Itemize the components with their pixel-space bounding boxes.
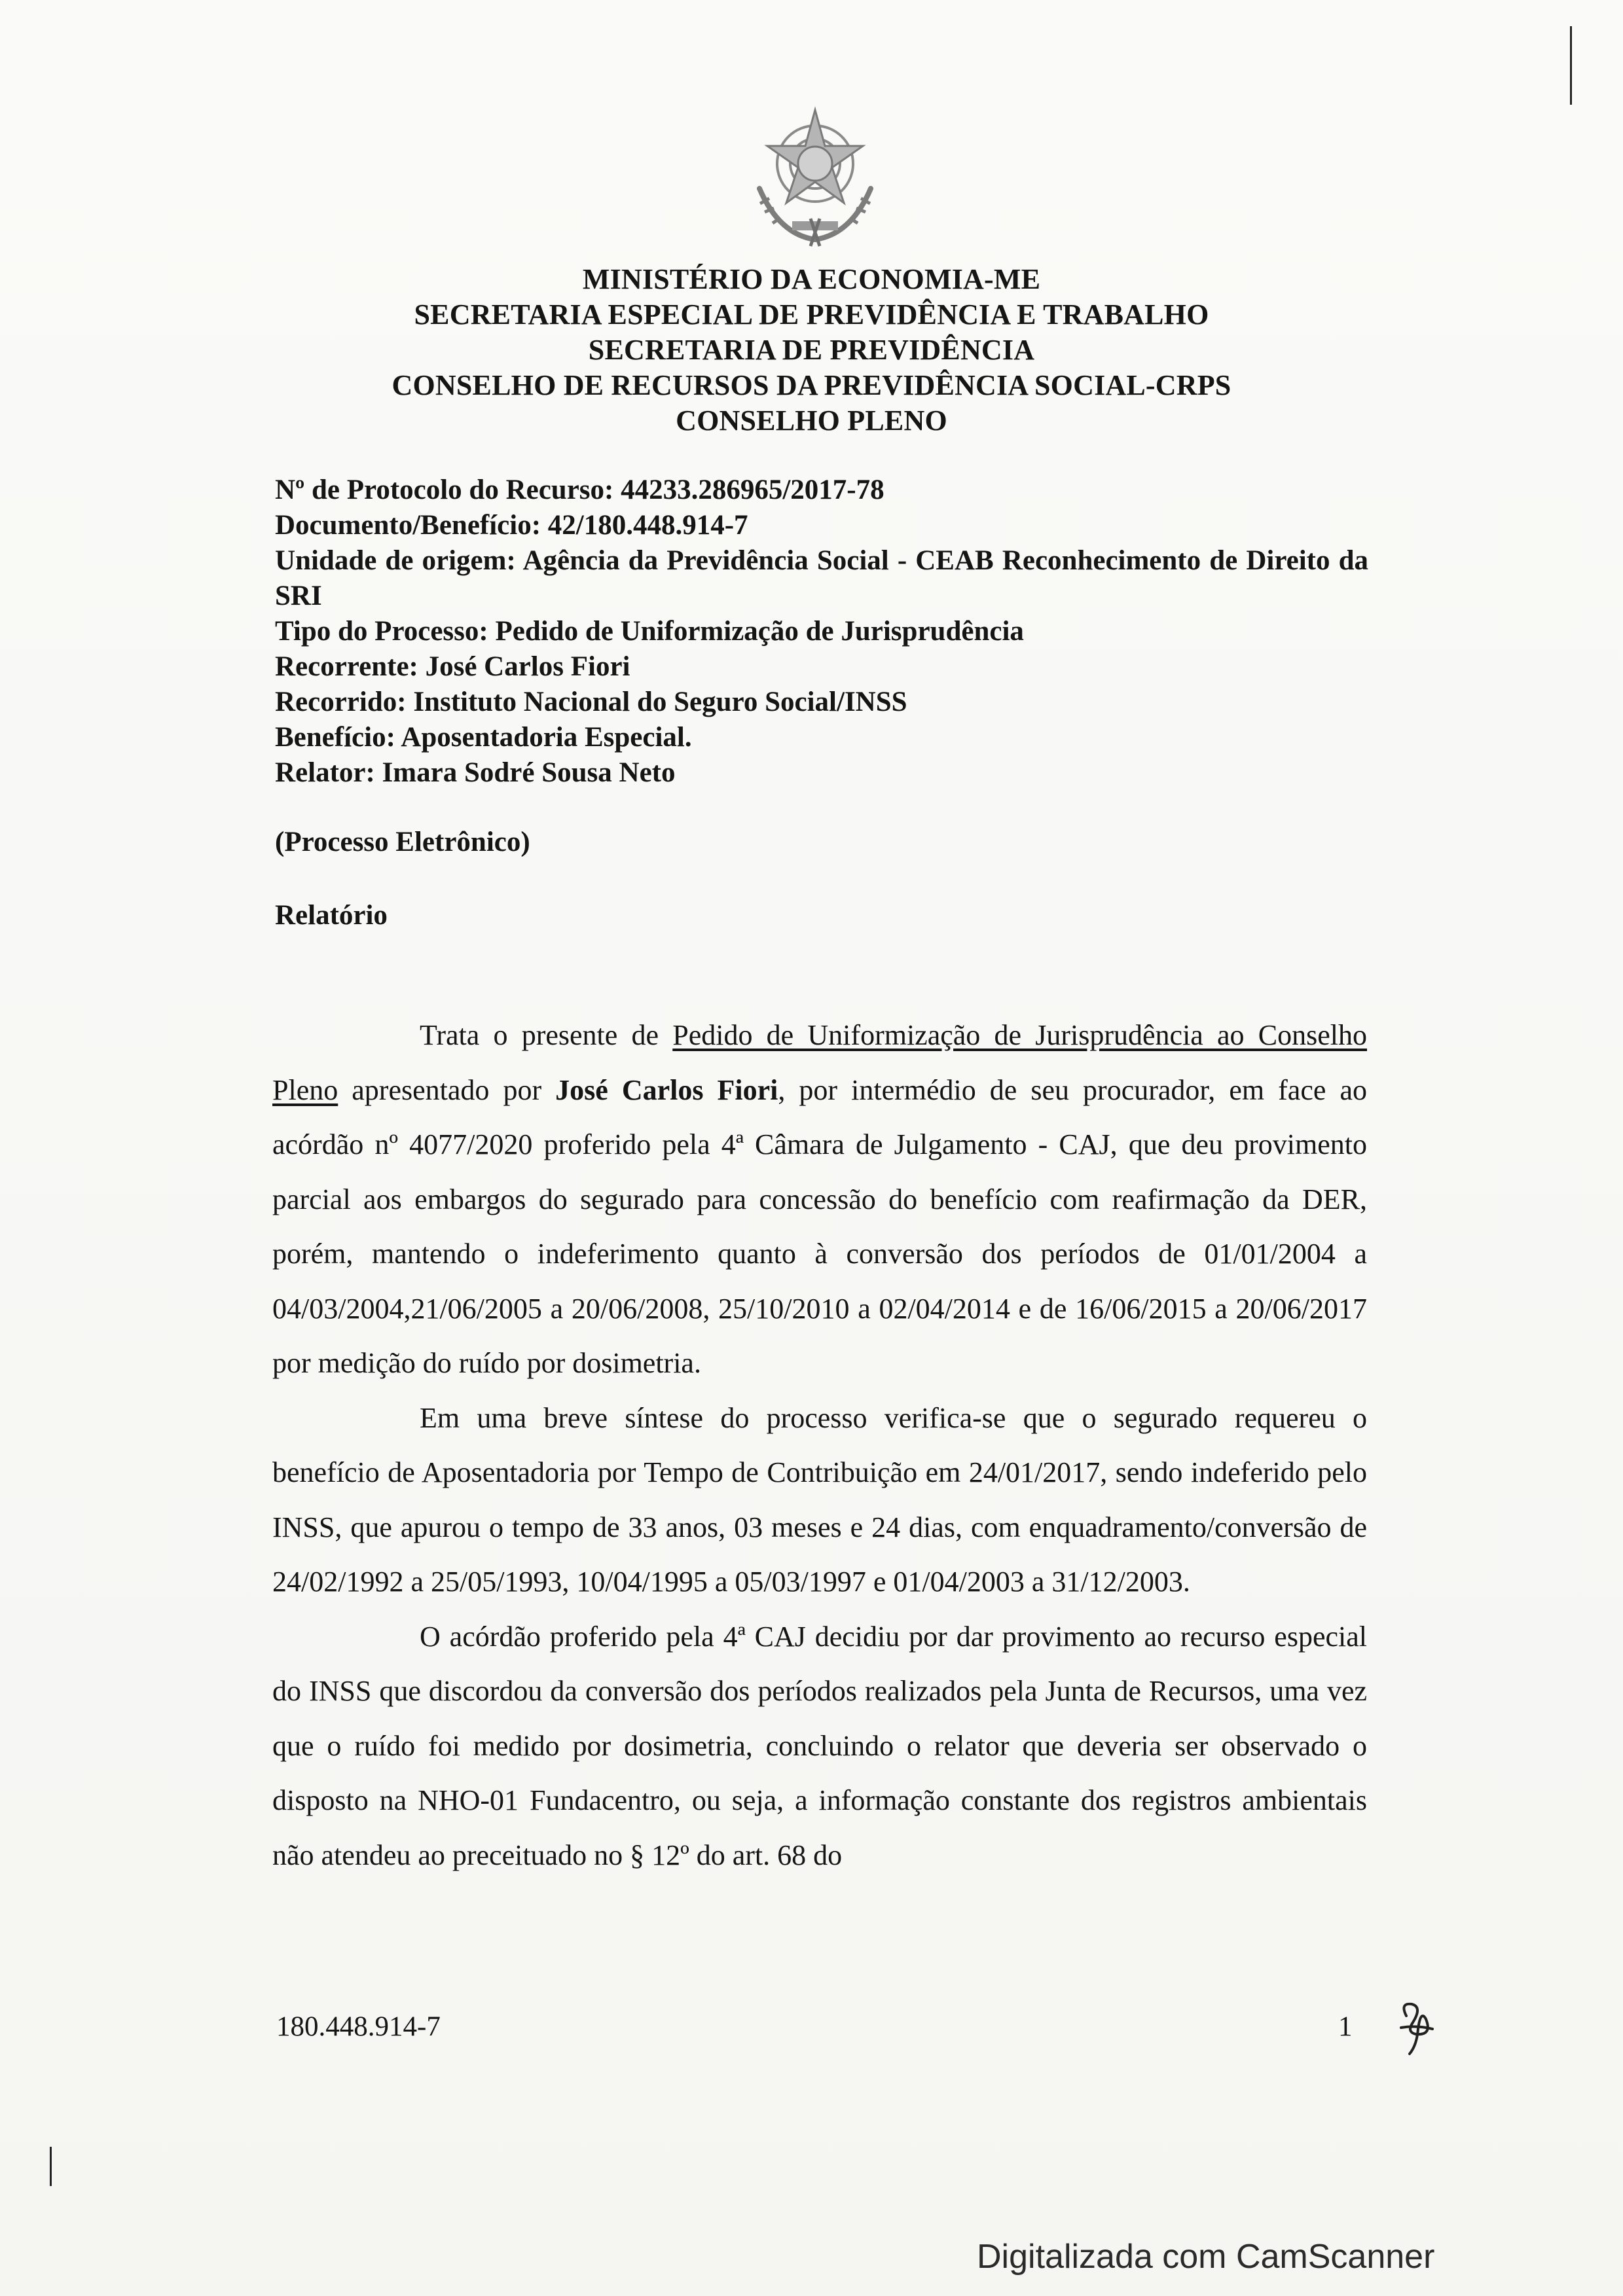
report-body [272,1008,1367,1882]
appellant-name: José Carlos Fiori [555,1073,778,1106]
meta-process-type: Tipo do Processo: Pedido de Uniformização de Jurisprudência [275,616,1024,647]
section-title: Relatório [275,900,388,931]
meta-rapporteur: Relator: Imara Sodré Sousa Neto [275,757,676,788]
handwritten-initials-icon [1387,1996,1446,2062]
meta-appellee: Recorrido: Instituto Nacional do Seguro Social/INSS [275,687,907,717]
coat-of-arms-icon [733,90,897,254]
meta-document: Documento/Benefício: 42/180.448.914-7 [275,510,748,541]
meta-origin-unit: Unidade de origem: Agência da Previdência Social - CEAB Reconhecimento de Direito da SRI [275,545,1368,611]
paragraph-1-mid: apresentado por [338,1073,556,1106]
electronic-process-label: (Processo Eletrônico) [275,827,530,857]
scan-edge-right [1570,26,1572,105]
meta-protocol: Nº de Protocolo do Recurso: 44233.286965/2017-78 [275,475,884,505]
meta-benefit: Benefício: Aposentadoria Especial. [275,722,692,753]
footer-document-number: 180.448.914-7 [276,2011,441,2042]
header-ministry: MINISTÉRIO DA ECONOMIA-ME [582,263,1041,295]
paragraph-2: Em uma breve síntese do processo verifica-se que o segurado requereu o benefício de Aposentadoria por Tempo de Contribuição em 24/01/2017, sendo indeferido pelo INSS, que apurou o tempo de 33 anos, 03 meses e 24 dias, com enquadramento/conversão de 24/02/1992 a 25/05/1993, 10/04/1995 a 05/03/1997 e 01/04/2003 a 31/12/2003. [272,1401,1367,1598]
paragraph-1-rest: , por intermédio de seu procurador, em face ao acórdão nº 4077/2020 proferido pela 4ª Câmara de Julgamento - CAJ, que deu provimento parcial aos embargos do segurado para concessão do benefício com reafirmação da DER, porém, mantendo o indeferimento quanto à conversão dos períodos de 01/01/2004 a 04/03/2004,21/06/2005 a 20/06/2008, 25/10/2010 a 02/04/2014 e de 16/06/2015 a 20/06/2017 por medição do ruído por dosimetria. [272,1073,1367,1379]
meta-appellant: Recorrente: José Carlos Fiori [275,651,630,682]
header-secretariat: SECRETARIA DE PREVIDÊNCIA [588,334,1035,366]
case-metadata [275,473,1368,791]
header-special-secretariat: SECRETARIA ESPECIAL DE PREVIDÊNCIA E TRABALHO [414,298,1209,331]
scan-edge-left [50,2147,52,2186]
paragraph-1-underlined: Pedido de Uniformização de Jurisprudência ao Conselho Pleno [272,1019,1367,1106]
paragraph-1 [272,1008,1367,1391]
footer-page-number: 1 [1338,2011,1353,2042]
document-header [0,262,1623,439]
header-council: CONSELHO DE RECURSOS DA PREVIDÊNCIA SOCIAL-CRPS [392,369,1231,401]
scanner-watermark: Digitalizada com CamScanner [977,2238,1435,2276]
paragraph-1-intro: Trata o presente de [420,1019,673,1051]
header-plenary: CONSELHO PLENO [676,404,947,437]
paragraph-3: O acórdão proferido pela 4ª CAJ decidiu por dar provimento ao recurso especial do INSS que discordou da conversão dos períodos realizados pela Junta de Recursos, uma vez que o ruído foi medido por dosimetria, concluindo o relator que deveria ser observado o disposto na NHO-01 Fundacentro, ou seja, a informação constante dos registros ambientais não atendeu ao preceituado no § 12º do art. 68 do [272,1620,1367,1871]
